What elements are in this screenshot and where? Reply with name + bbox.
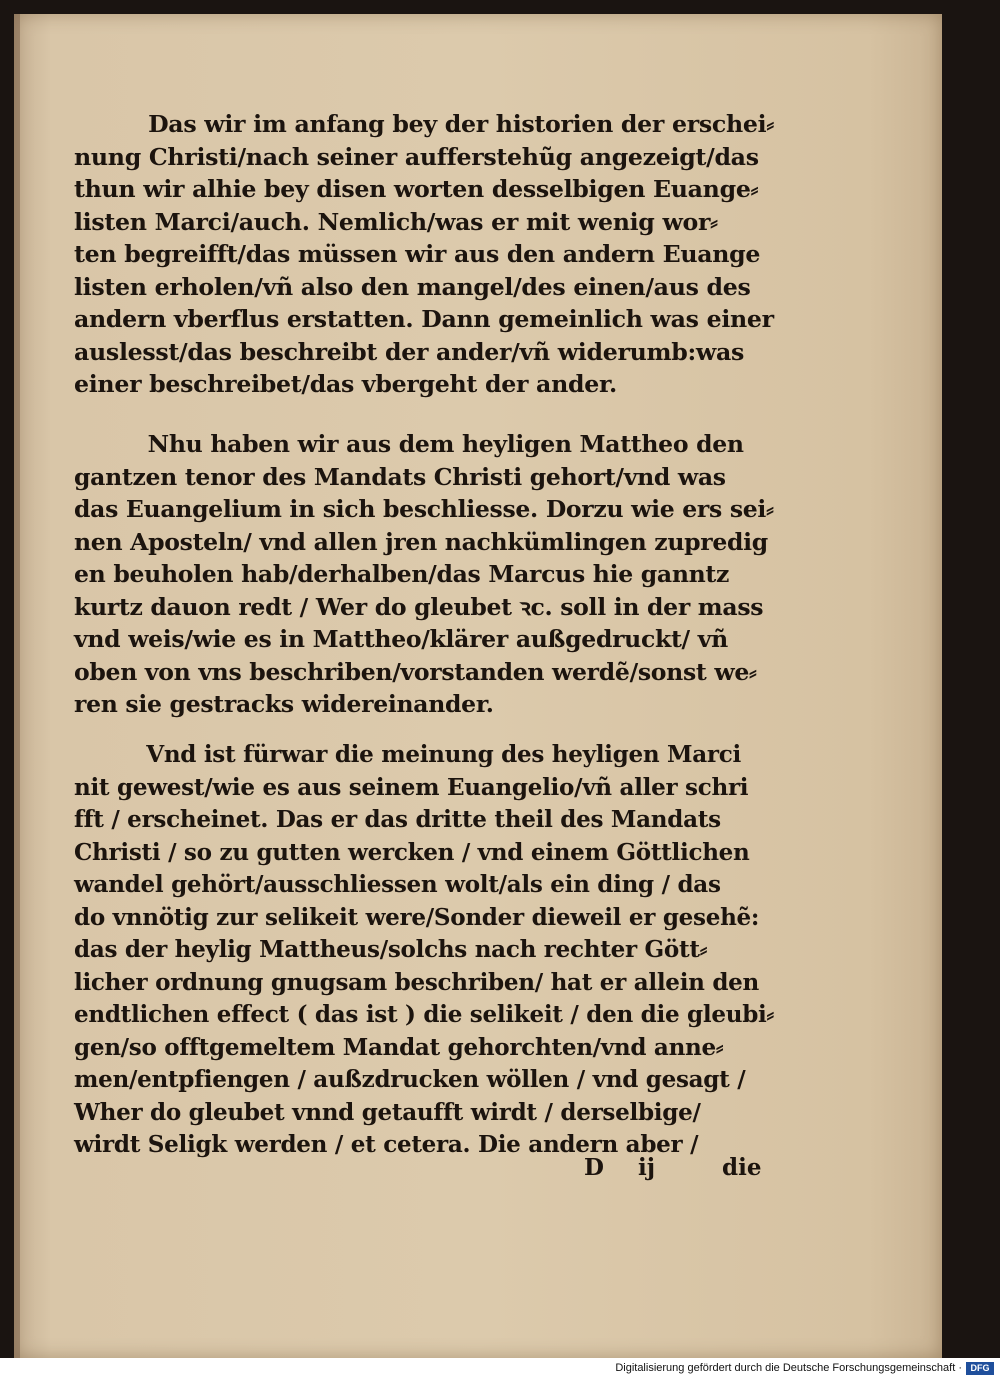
signature-line — [576, 1154, 776, 1184]
footer-bar — [0, 1358, 1000, 1380]
text-line: das Euangelium in sich beschliesse. Dorzu wie ers sei⸗ — [74, 496, 774, 523]
text-line: Nhu haben wir aus dem heyligen Mattheo den — [147, 431, 744, 458]
text-line: ren sie gestracks widereinander. — [74, 691, 494, 718]
text-line: ten begreifft/das müssen wir aus den andern Euange — [74, 241, 761, 268]
text-line: do vnnötig zur selikeit were/Sonder dieweil er gesehẽ: — [74, 903, 760, 931]
text-line: Das wir im anfang bey der historien der erschei⸗ — [148, 111, 774, 138]
text-line: auslesst/das beschreibt der ander/vñ widerumb:was — [74, 338, 745, 366]
text-line: nung Christi/nach seiner aufferstehũg angezeigt/das — [74, 143, 759, 171]
text-line: en beuholen hab/derhalben/das Marcus hie ganntz — [74, 561, 730, 588]
text-line: kurtz dauon redt / Wer do gleubet ꝛc. soll in der mass — [74, 593, 764, 621]
text-line: Christi / so zu gutten wercken / vnd einem Göttlichen — [74, 838, 750, 866]
text-line: nit gewest/wie es aus seinem Euangelio/vñ aller schri — [74, 773, 749, 801]
text-line: men/entpfiengen / außzdrucken wöllen / vnd gesagt / — [74, 1066, 746, 1093]
paragraph-2 — [74, 429, 774, 722]
book-page — [14, 14, 942, 1358]
text-line: wirdt Seligk werden / et cetera. Die andern aber / — [74, 1131, 699, 1158]
dfg-logo-icon: DFG — [966, 1362, 994, 1375]
text-line: vnd weis/wie es in Mattheo/klärer außgedruckt/ vñ — [74, 626, 728, 653]
text-line: licher ordnung gnugsam beschriben/ hat er allein den — [74, 968, 760, 996]
text-line: fft / erscheinet. Das er das dritte theil des Mandats — [74, 806, 721, 833]
funding-notice: Digitalisierung gefördert durch die Deutsche Forschungsgemeinschaft · — [615, 1362, 962, 1374]
text-line: nen Aposteln/ vnd allen jren nachkümlingen zupredig — [74, 528, 768, 556]
text-line: Wher do gleubet vnnd getaufft wirdt / derselbige/ — [74, 1098, 701, 1126]
text-line: das der heylig Mattheus/solchs nach rechter Gött⸗ — [74, 936, 708, 963]
text-line: listen Marci/auch. Nemlich/was er mit wenig wor⸗ — [74, 208, 718, 236]
text-line: gen/so offtgemeltem Mandat gehorchten/vnd anne⸗ — [74, 1033, 724, 1061]
text-line: thun wir alhie bey disen worten desselbigen Euange⸗ — [74, 176, 759, 203]
text-line: andern vberflus erstatten. Dann gemeinlich was einer — [74, 306, 774, 333]
text-line: listen erholen/vñ also den mangel/des einen/aus des — [74, 273, 751, 301]
text-line: einer beschreibet/das vbergeht der ander. — [74, 371, 617, 398]
signature-letter: D — [584, 1154, 604, 1181]
text-line: oben von vns beschriben/vorstanden werdẽ/sonst we⸗ — [74, 658, 757, 686]
paragraph-1 — [74, 109, 774, 402]
paragraph-3 — [74, 739, 772, 1162]
catchword: die — [722, 1154, 762, 1181]
text-line: Vnd ist fürwar die meinung des heyligen Marci — [146, 741, 741, 768]
text-line: wandel gehört/ausschliessen wolt/als ein ding / das — [74, 871, 721, 898]
text-line: endtlichen effect ( das ist ) die selikeit / den die gleubi⸗ — [74, 1001, 774, 1028]
signature-number: ij — [638, 1154, 656, 1181]
text-line: gantzen tenor des Mandats Christi gehort/vnd was — [74, 463, 726, 491]
